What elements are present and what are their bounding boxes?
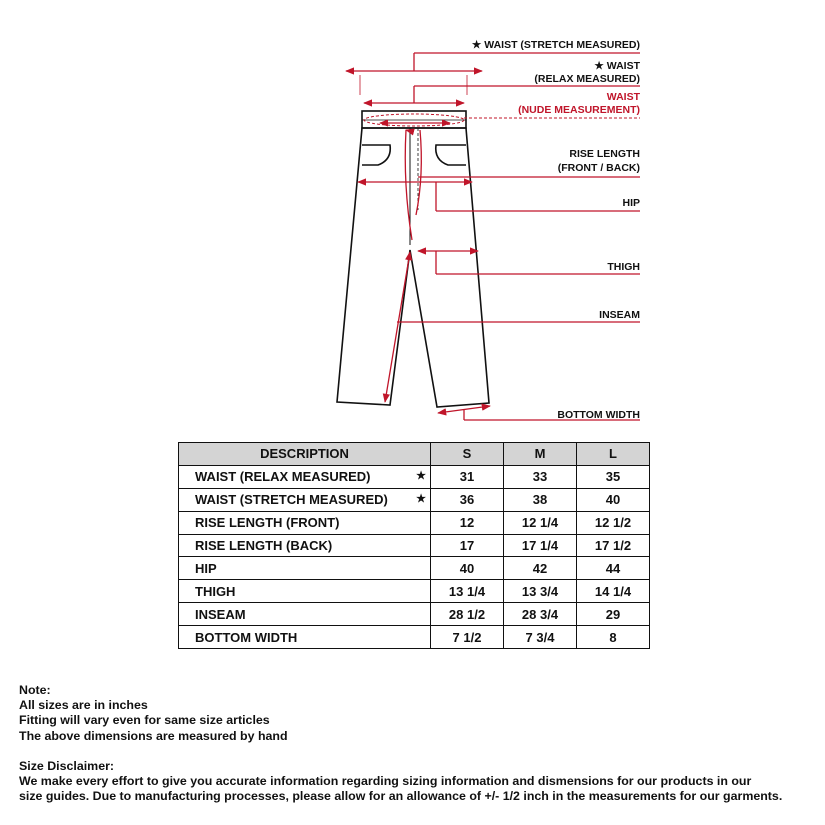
cell-m: 33 bbox=[504, 465, 577, 488]
rise-label-1: RISE LENGTH bbox=[569, 148, 640, 160]
bottom-width-label: BOTTOM WIDTH bbox=[557, 409, 640, 421]
table-row bbox=[179, 534, 650, 557]
cell-s: 36 bbox=[431, 488, 504, 511]
cell-m: 17 1/4 bbox=[504, 534, 577, 557]
row-description: THIGH bbox=[179, 580, 431, 603]
pants-outline bbox=[337, 111, 489, 407]
cell-l: 35 bbox=[577, 465, 650, 488]
note-line: All sizes are in inches bbox=[19, 698, 148, 713]
row-description: HIP bbox=[179, 557, 431, 580]
cell-m: 28 3/4 bbox=[504, 603, 577, 626]
cell-l: 44 bbox=[577, 557, 650, 580]
waist-stretch-label: ★ WAIST (STRETCH MEASURED) bbox=[471, 39, 640, 51]
cell-s: 28 1/2 bbox=[431, 603, 504, 626]
row-description: BOTTOM WIDTH bbox=[179, 626, 431, 649]
star-icon: ★ bbox=[416, 492, 426, 505]
rise-label-2: (FRONT / BACK) bbox=[557, 162, 640, 174]
row-description: WAIST (STRETCH MEASURED) ★ bbox=[179, 488, 431, 511]
cell-l: 12 1/2 bbox=[577, 511, 650, 534]
cell-l: 8 bbox=[577, 626, 650, 649]
table-row bbox=[179, 557, 650, 580]
row-description: RISE LENGTH (BACK) bbox=[179, 534, 431, 557]
table-row bbox=[179, 511, 650, 534]
size-chart-table bbox=[178, 442, 650, 649]
header-size-m: M bbox=[504, 443, 577, 466]
cell-m: 42 bbox=[504, 557, 577, 580]
note-line: Fitting will vary even for same size articles bbox=[19, 713, 270, 728]
table-row bbox=[179, 603, 650, 626]
hip-label: HIP bbox=[622, 197, 640, 209]
waist-nude-label-2: (NUDE MEASUREMENT) bbox=[518, 104, 640, 116]
table-row bbox=[179, 580, 650, 603]
disclaimer-line: size guides. Due to manufacturing processes, please allow for an allowance of +/- 1/2 inch in the measurements for our garments. bbox=[19, 789, 783, 804]
notes-section bbox=[19, 683, 782, 804]
thigh-label: THIGH bbox=[607, 261, 640, 273]
disclaimer-title: Size Disclaimer: bbox=[19, 758, 115, 773]
cell-s: 40 bbox=[431, 557, 504, 580]
cell-m: 13 3/4 bbox=[504, 580, 577, 603]
header-size-l: L bbox=[577, 443, 650, 466]
cell-m: 38 bbox=[504, 488, 577, 511]
cell-s: 13 1/4 bbox=[431, 580, 504, 603]
cell-s: 12 bbox=[431, 511, 504, 534]
table-row bbox=[179, 488, 650, 511]
waist-relax-measure bbox=[364, 86, 640, 103]
row-description: INSEAM bbox=[179, 603, 431, 626]
cell-s: 31 bbox=[431, 465, 504, 488]
waist-relax-label-1: ★ WAIST bbox=[594, 60, 640, 72]
disclaimer-line: We make every effort to give you accurate information regarding sizing information and dismensions for our products in our bbox=[19, 774, 752, 789]
cell-m: 7 3/4 bbox=[504, 626, 577, 649]
row-description: WAIST (RELAX MEASURED) ★ bbox=[179, 465, 431, 488]
note-line: The above dimensions are measured by hand bbox=[19, 728, 288, 743]
cell-s: 7 1/2 bbox=[431, 626, 504, 649]
row-description: RISE LENGTH (FRONT) bbox=[179, 511, 431, 534]
cell-l: 14 1/4 bbox=[577, 580, 650, 603]
cell-m: 12 1/4 bbox=[504, 511, 577, 534]
cell-s: 17 bbox=[431, 534, 504, 557]
table-header-row bbox=[179, 443, 650, 466]
note-title: Note: bbox=[19, 683, 51, 697]
hip-measure bbox=[358, 182, 640, 211]
waist-relax-label-2: (RELAX MEASURED) bbox=[534, 73, 640, 85]
table-row bbox=[179, 465, 650, 488]
inseam-label: INSEAM bbox=[599, 309, 640, 321]
header-description: DESCRIPTION bbox=[179, 443, 431, 466]
cell-l: 40 bbox=[577, 488, 650, 511]
header-size-s: S bbox=[431, 443, 504, 466]
cell-l: 29 bbox=[577, 603, 650, 626]
cell-l: 17 1/2 bbox=[577, 534, 650, 557]
star-icon: ★ bbox=[416, 469, 426, 482]
rise-measure bbox=[405, 130, 640, 240]
table-row bbox=[179, 626, 650, 649]
waist-nude-label-1: WAIST bbox=[606, 91, 640, 103]
